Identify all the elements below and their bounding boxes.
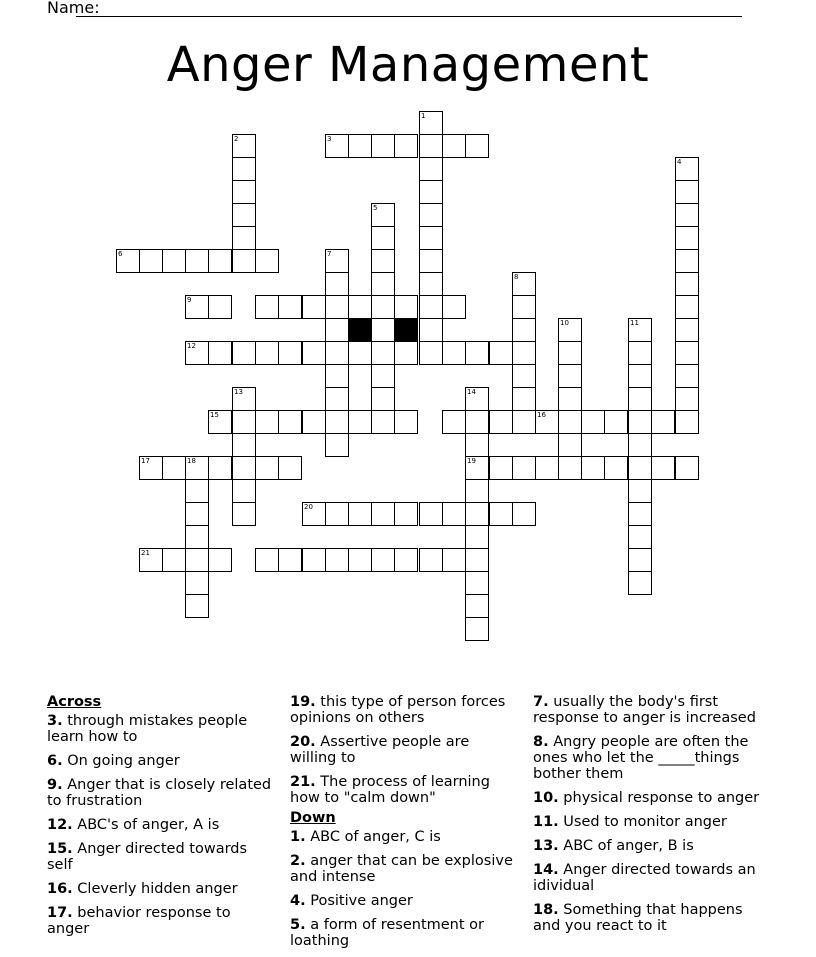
clue-number-label: 3. — [47, 713, 63, 729]
clue-text: Something that happens and you react to it — [533, 902, 743, 934]
grid-cell[interactable] — [139, 548, 163, 572]
clue-number: 6 — [118, 250, 123, 258]
clue-number: 9 — [187, 296, 192, 304]
clue-number-label: 14. — [533, 862, 559, 878]
grid-cell[interactable] — [512, 456, 536, 480]
grid-cell[interactable] — [232, 134, 256, 158]
grid-cell[interactable] — [208, 341, 232, 365]
grid-cell[interactable] — [371, 387, 395, 411]
grid-cell[interactable] — [302, 548, 326, 572]
grid-cell[interactable] — [371, 203, 395, 227]
grid-cell[interactable] — [325, 364, 349, 388]
clue-number: 15 — [210, 411, 219, 419]
grid-cell[interactable] — [162, 249, 186, 273]
clue-number-label: 9. — [47, 777, 63, 793]
grid-cell[interactable] — [208, 295, 232, 319]
grid-cell[interactable] — [675, 249, 699, 273]
clue-text: The process of learning how to "calm down" — [290, 774, 490, 806]
grid-cell[interactable] — [255, 341, 279, 365]
grid-cell[interactable] — [558, 318, 582, 342]
clue-number: 12 — [187, 342, 196, 350]
grid-cell[interactable] — [232, 249, 256, 273]
grid-cell[interactable] — [512, 272, 536, 296]
puzzle-title: Anger Management — [166, 37, 650, 93]
grid-cell[interactable] — [628, 525, 652, 549]
grid-cell[interactable] — [232, 456, 256, 480]
clue-number: 13 — [234, 388, 243, 396]
grid-cell[interactable] — [512, 502, 536, 526]
grid-cell[interactable] — [232, 341, 256, 365]
grid-cell[interactable] — [255, 249, 279, 273]
grid-cell[interactable] — [185, 456, 209, 480]
clue-number: 7 — [327, 250, 332, 258]
grid-cell[interactable] — [394, 341, 418, 365]
grid-cell[interactable] — [325, 249, 349, 273]
grid-cell[interactable] — [465, 387, 489, 411]
grid-cell[interactable] — [371, 341, 395, 365]
clue-number: 1 — [421, 112, 426, 120]
clue-item — [47, 841, 277, 873]
grid-cell[interactable] — [185, 249, 209, 273]
grid-cell[interactable] — [675, 226, 699, 250]
grid-cell[interactable] — [419, 548, 443, 572]
clue-number: 2 — [234, 135, 239, 143]
grid-cell[interactable] — [442, 548, 466, 572]
grid-cell[interactable] — [325, 318, 349, 342]
grid-cell[interactable] — [278, 295, 302, 319]
clue-number: 4 — [677, 158, 682, 166]
clue-number: 17 — [141, 457, 150, 465]
grid-cell[interactable] — [489, 502, 513, 526]
clue-text: Used to monitor anger — [558, 814, 727, 830]
grid-cell[interactable] — [628, 410, 652, 434]
grid-cell[interactable] — [162, 456, 186, 480]
clue-number-label: 18. — [533, 902, 559, 918]
grid-cell[interactable] — [419, 295, 443, 319]
grid-cell[interactable] — [419, 157, 443, 181]
clue-item — [533, 862, 773, 894]
grid-cell[interactable] — [512, 364, 536, 388]
grid-cell[interactable] — [371, 364, 395, 388]
clue-item — [533, 790, 773, 806]
down-heading: Down — [290, 810, 336, 826]
grid-cell[interactable] — [185, 295, 209, 319]
grid-cell[interactable] — [628, 387, 652, 411]
clue-text: Cleverly hidden anger — [72, 881, 238, 897]
grid-cell[interactable] — [208, 548, 232, 572]
grid-cell[interactable] — [489, 410, 513, 434]
clue-text: On going anger — [62, 753, 180, 769]
grid-cell[interactable] — [255, 295, 279, 319]
grid-cell[interactable] — [185, 341, 209, 365]
grid-cell[interactable] — [535, 410, 559, 434]
grid-cell[interactable] — [139, 249, 163, 273]
grid-cell[interactable] — [628, 364, 652, 388]
grid-cell[interactable] — [675, 157, 699, 181]
grid-cell[interactable] — [628, 502, 652, 526]
grid-cell[interactable] — [465, 548, 489, 572]
clue-number-label: 6. — [47, 753, 63, 769]
grid-cell[interactable] — [419, 111, 443, 135]
grid-cell[interactable] — [278, 341, 302, 365]
grid-cell[interactable] — [348, 341, 372, 365]
grid-cell[interactable] — [325, 272, 349, 296]
grid-cell[interactable] — [419, 226, 443, 250]
grid-cell[interactable] — [371, 502, 395, 526]
grid-cell[interactable] — [465, 410, 489, 434]
grid-cell[interactable] — [419, 502, 443, 526]
grid-cell[interactable] — [419, 318, 443, 342]
grid-cell[interactable] — [371, 249, 395, 273]
grid-cell[interactable] — [394, 295, 418, 319]
grid-cell[interactable] — [139, 456, 163, 480]
grid-cell[interactable] — [232, 203, 256, 227]
clue-number-label: 4. — [290, 893, 306, 909]
grid-cell[interactable] — [185, 525, 209, 549]
grid-cell[interactable] — [185, 479, 209, 503]
clue-text: Assertive people are willing to — [290, 734, 470, 766]
clues-column-2 — [290, 694, 520, 957]
grid-cell[interactable] — [232, 433, 256, 457]
grid-cell[interactable] — [442, 295, 466, 319]
grid-cell[interactable] — [465, 594, 489, 618]
grid-cell[interactable] — [348, 502, 372, 526]
name-label: Name: — [47, 0, 100, 17]
grid-cell[interactable] — [255, 456, 279, 480]
clue-text: Anger directed towards an idividual — [533, 862, 756, 894]
clue-number-label: 11. — [533, 814, 559, 830]
grid-cell[interactable] — [558, 364, 582, 388]
clue-number-label: 2. — [290, 853, 306, 869]
clue-number-label: 19. — [290, 694, 316, 710]
grid-cell[interactable] — [394, 502, 418, 526]
clue-item — [290, 734, 520, 766]
grid-cell[interactable] — [419, 203, 443, 227]
grid-cell[interactable] — [116, 249, 140, 273]
grid-cell[interactable] — [371, 295, 395, 319]
grid-cell[interactable] — [651, 410, 675, 434]
clue-text: Anger that is closely related to frustration — [47, 777, 272, 809]
clue-item — [47, 881, 277, 897]
grid-cell[interactable] — [394, 548, 418, 572]
clue-text: Anger directed towards self — [47, 841, 248, 873]
grid-cell[interactable] — [232, 226, 256, 250]
clue-number-label: 15. — [47, 841, 73, 857]
clue-number-label: 8. — [533, 734, 549, 750]
clue-item — [533, 734, 773, 782]
grid-cell[interactable] — [465, 571, 489, 595]
clue-item — [533, 814, 773, 830]
grid-cell[interactable] — [558, 410, 582, 434]
black-square — [348, 318, 372, 342]
grid-cell[interactable] — [489, 341, 513, 365]
clue-text: Positive anger — [305, 893, 413, 909]
clue-text: ABC of anger, C is — [305, 829, 441, 845]
grid-cell[interactable] — [232, 387, 256, 411]
grid-cell[interactable] — [302, 341, 326, 365]
clue-text: this type of person forces opinions on others — [290, 694, 506, 726]
grid-cell[interactable] — [371, 272, 395, 296]
grid-cell[interactable] — [465, 617, 489, 641]
clue-number-label: 16. — [47, 881, 73, 897]
grid-cell[interactable] — [208, 249, 232, 273]
grid-cell[interactable] — [675, 272, 699, 296]
grid-cell[interactable] — [675, 203, 699, 227]
grid-cell[interactable] — [232, 157, 256, 181]
grid-cell[interactable] — [558, 387, 582, 411]
grid-cell[interactable] — [302, 295, 326, 319]
grid-cell[interactable] — [325, 548, 349, 572]
grid-cell[interactable] — [255, 548, 279, 572]
grid-cell[interactable] — [371, 134, 395, 158]
grid-cell[interactable] — [371, 548, 395, 572]
clue-item — [47, 777, 277, 809]
grid-cell[interactable] — [348, 295, 372, 319]
grid-cell[interactable] — [628, 479, 652, 503]
grid-cell[interactable] — [419, 134, 443, 158]
clue-text: through mistakes people learn how to — [47, 713, 248, 745]
clue-text: ABC of anger, B is — [558, 838, 694, 854]
grid-cell[interactable] — [675, 364, 699, 388]
grid-cell[interactable] — [628, 318, 652, 342]
grid-cell[interactable] — [512, 318, 536, 342]
grid-cell[interactable] — [232, 410, 256, 434]
grid-cell[interactable] — [558, 433, 582, 457]
grid-cell[interactable] — [185, 502, 209, 526]
clue-number-label: 13. — [533, 838, 559, 854]
clue-number: 10 — [560, 319, 569, 327]
grid-cell[interactable] — [302, 410, 326, 434]
grid-cell[interactable] — [371, 318, 395, 342]
clue-number: 21 — [141, 549, 150, 557]
across-heading: Across — [47, 694, 102, 710]
clue-item — [290, 774, 520, 806]
grid-cell[interactable] — [442, 134, 466, 158]
grid-cell[interactable] — [604, 456, 628, 480]
grid-cell[interactable] — [419, 180, 443, 204]
grid-cell[interactable] — [465, 341, 489, 365]
grid-cell[interactable] — [302, 502, 326, 526]
grid-cell[interactable] — [558, 456, 582, 480]
grid-cell[interactable] — [232, 479, 256, 503]
grid-cell[interactable] — [394, 410, 418, 434]
grid-cell[interactable] — [442, 341, 466, 365]
grid-cell[interactable] — [628, 456, 652, 480]
grid-cell[interactable] — [675, 387, 699, 411]
clue-number: 16 — [537, 411, 546, 419]
grid-cell[interactable] — [442, 502, 466, 526]
clue-text: usually the body's first response to anger is increased — [533, 694, 756, 726]
grid-cell[interactable] — [278, 548, 302, 572]
grid-cell[interactable] — [465, 456, 489, 480]
clue-item — [290, 694, 520, 726]
clue-text: a form of resentment or loathing — [290, 917, 484, 949]
clue-number-label: 12. — [47, 817, 73, 833]
grid-cell[interactable] — [465, 502, 489, 526]
grid-cell[interactable] — [325, 134, 349, 158]
grid-cell[interactable] — [628, 433, 652, 457]
clue-number-label: 17. — [47, 905, 73, 921]
clue-item — [533, 902, 773, 934]
clue-number: 5 — [373, 204, 378, 212]
clues-column-3 — [533, 694, 773, 942]
black-square — [394, 318, 418, 342]
clue-text: physical response to anger — [558, 790, 760, 806]
grid-cell[interactable] — [675, 318, 699, 342]
grid-cell[interactable] — [325, 410, 349, 434]
grid-cell[interactable] — [371, 226, 395, 250]
clue-item — [290, 917, 520, 949]
clue-number-label: 5. — [290, 917, 306, 933]
grid-cell[interactable] — [348, 410, 372, 434]
clue-item — [290, 893, 520, 909]
grid-cell[interactable] — [325, 502, 349, 526]
grid-cell[interactable] — [278, 410, 302, 434]
grid-cell[interactable] — [628, 341, 652, 365]
grid-cell[interactable] — [675, 295, 699, 319]
grid-cell[interactable] — [675, 341, 699, 365]
grid-cell[interactable] — [465, 134, 489, 158]
clue-item — [47, 817, 277, 833]
grid-cell[interactable] — [185, 548, 209, 572]
clue-item — [533, 838, 773, 854]
grid-cell[interactable] — [208, 410, 232, 434]
grid-cell[interactable] — [628, 548, 652, 572]
grid-cell[interactable] — [185, 571, 209, 595]
clue-text: Angry people are often the ones who let the _____things bother them — [533, 734, 749, 782]
grid-cell[interactable] — [489, 456, 513, 480]
clue-item — [47, 713, 277, 745]
grid-cell[interactable] — [325, 341, 349, 365]
grid-cell[interactable] — [162, 548, 186, 572]
grid-cell[interactable] — [232, 180, 256, 204]
grid-cell[interactable] — [465, 525, 489, 549]
grid-cell[interactable] — [512, 410, 536, 434]
clue-item — [47, 753, 277, 769]
clue-item — [290, 829, 520, 845]
grid-cell[interactable] — [419, 272, 443, 296]
grid-cell[interactable] — [442, 410, 466, 434]
clue-number-label: 7. — [533, 694, 549, 710]
grid-cell[interactable] — [535, 456, 559, 480]
grid-cell[interactable] — [371, 410, 395, 434]
grid-cell[interactable] — [325, 295, 349, 319]
grid-cell[interactable] — [512, 295, 536, 319]
clue-number-label: 20. — [290, 734, 316, 750]
grid-cell[interactable] — [348, 134, 372, 158]
clue-text: anger that can be explosive and intense — [290, 853, 513, 885]
clue-number-label: 21. — [290, 774, 316, 790]
grid-cell[interactable] — [512, 341, 536, 365]
grid-cell[interactable] — [325, 433, 349, 457]
clue-number: 11 — [630, 319, 639, 327]
grid-cell[interactable] — [675, 410, 699, 434]
grid-cell[interactable] — [675, 456, 699, 480]
grid-cell[interactable] — [465, 433, 489, 457]
clue-item — [290, 853, 520, 885]
clue-item — [533, 694, 773, 726]
clue-number: 3 — [327, 135, 332, 143]
clue-item — [47, 905, 277, 937]
clue-number: 19 — [467, 457, 476, 465]
grid-cell[interactable] — [675, 180, 699, 204]
grid-cell[interactable] — [255, 410, 279, 434]
clue-number: 8 — [514, 273, 519, 281]
clue-number: 14 — [467, 388, 476, 396]
grid-cell[interactable] — [581, 410, 605, 434]
grid-cell[interactable] — [348, 548, 372, 572]
grid-cell[interactable] — [628, 571, 652, 595]
grid-cell[interactable] — [185, 594, 209, 618]
grid-cell[interactable] — [651, 456, 675, 480]
clue-number: 20 — [304, 503, 313, 511]
grid-cell[interactable] — [232, 502, 256, 526]
clue-number-label: 1. — [290, 829, 306, 845]
grid-cell[interactable] — [465, 479, 489, 503]
clue-text: behavior response to anger — [47, 905, 231, 937]
clue-number: 18 — [187, 457, 196, 465]
grid-cell[interactable] — [419, 249, 443, 273]
grid-cell[interactable] — [604, 410, 628, 434]
grid-cell[interactable] — [394, 134, 418, 158]
clue-text: ABC's of anger, A is — [72, 817, 220, 833]
clues-column-1 — [47, 694, 277, 945]
grid-cell[interactable] — [325, 387, 349, 411]
grid-cell[interactable] — [558, 341, 582, 365]
grid-cell[interactable] — [208, 456, 232, 480]
clue-number-label: 10. — [533, 790, 559, 806]
grid-cell[interactable] — [581, 456, 605, 480]
grid-cell[interactable] — [419, 341, 443, 365]
grid-cell[interactable] — [512, 387, 536, 411]
grid-cell[interactable] — [278, 456, 302, 480]
